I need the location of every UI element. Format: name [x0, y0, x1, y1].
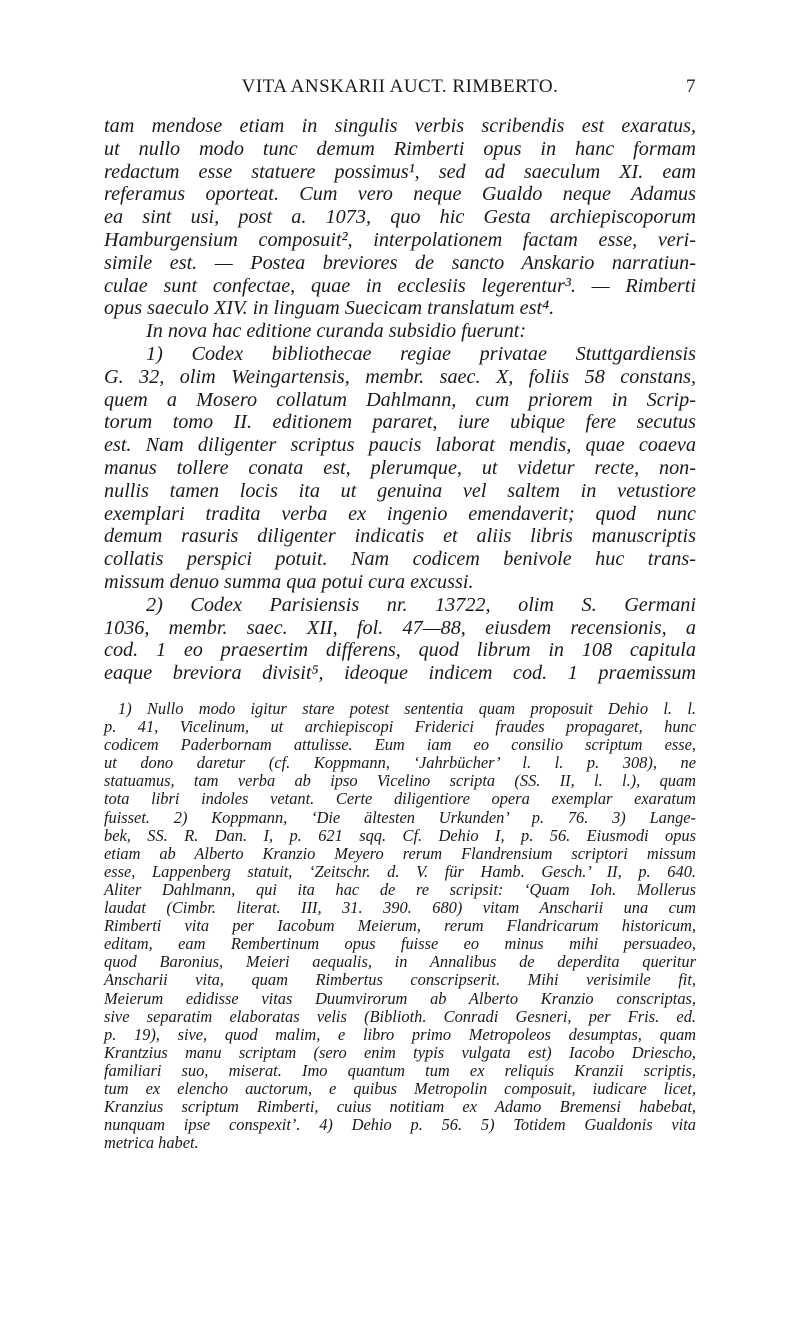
footnote-line: Aliter Dahlmann, qui ita hac de re scripsit: ‘Quam Ioh. Mollerus	[104, 879, 696, 899]
footnote-line: tota libri indoles vetant. Certe diligentiore opera exemplar exaratum	[104, 789, 696, 809]
page-number: 7	[686, 76, 696, 97]
footnote-line: Meierum edidisse vitas Duumvirorum ab Alberto Kranzio conscriptas,	[104, 988, 696, 1008]
text-line: simile est. — Postea breviores de sancto Anskario narratiun-	[104, 251, 696, 274]
text-line: est. Nam diligenter scriptus paucis laborat mendis, quae coaeva	[104, 434, 696, 457]
text-line: nullis tamen locis ita ut genuina vel saltem in vetustiore	[104, 479, 696, 502]
footnote-line: statuamus, tam verba ab ipso Vicelino scripta (SS. II, l. l.), quam	[104, 771, 696, 791]
footnote-line: Anscharii vita, quam Rimbertus conscripserit. Mihi verisimile fit,	[104, 970, 696, 990]
text-line: culae sunt confectae, quae in ecclesiis legerentur³. — Rimberti	[104, 274, 696, 297]
footnotes	[104, 700, 696, 1152]
footnote-line: Kranzius scriptum Rimberti, cuius notitiam ex Adamo Bremensi habebat,	[104, 1097, 696, 1117]
running-title: VITA ANSKARII AUCT. RIMBERTO.	[241, 76, 559, 97]
footnote-line: 1) Nullo modo igitur stare potest sententia quam proposuit Dehio l. l.	[118, 699, 696, 718]
text-line: torum tomo II. editionem pararet, iure ubique fere secutus	[104, 411, 696, 434]
text-line: Hamburgensium composuit², interpolationem factam esse, veri-	[104, 228, 696, 251]
footnote-line: p. 41, Vicelinum, ut archiepiscopi Friderici fraudes propagaret, hunc	[104, 717, 696, 737]
footnote-line: fuisset. 2) Koppmann, ‘Die ältesten Urkunden’ p. 76. 3) Lange-	[104, 807, 696, 827]
footnote-line: laudat (Cimbr. literat. III, 31. 390. 680) vitam Anscharii una cum	[104, 898, 696, 918]
text-line: opus saeculo XIV. in linguam Suecicam translatum est⁴.	[104, 297, 555, 320]
text-line: eaque breviora divisit⁵, ideoque indicem cod. 1 praemissum	[104, 662, 696, 685]
main-text	[104, 115, 696, 685]
text-line: demum rasuris diligenter indicatis et aliis libris manuscriptis	[104, 525, 696, 548]
footnote-line: metrica habet.	[104, 1133, 199, 1153]
footnote-line: ut dono daretur (cf. Koppmann, ‘Jahrbücher’ l. l. p. 308), ne	[104, 753, 696, 773]
text-line: 1036, membr. saec. XII, fol. 47—88, eiusdem recensionis, a	[104, 616, 696, 639]
text-line: 2) Codex Parisiensis nr. 13722, olim S. Germani	[146, 593, 696, 616]
footnote-line: Rimberti vita per Iacobum Meierum, rerum Flandricarum historicum,	[104, 916, 696, 936]
text-line: manus tollere conata est, plerumque, ut videtur recte, non-	[104, 456, 696, 479]
text-line: quem a Mosero collatum Dahlmann, cum priorem in Scrip-	[104, 388, 696, 411]
text-line: redactum esse statuere possimus¹, sed ad saeculum XI. eam	[104, 160, 696, 183]
text-line: exemplari tradita verba ex ingenio emendaverit; quod nunc	[104, 502, 696, 525]
text-line: missum denuo summa qua potui cura excussi.	[104, 570, 474, 593]
footnote-line: p. 19), sive, quod malim, e libro primo Metropoleos desumptas, quam	[104, 1024, 696, 1044]
text-line: collatis perspici potuit. Nam codicem benivole huc trans-	[104, 548, 696, 571]
text-line: tam mendose etiam in singulis verbis scribendis est exaratus,	[104, 115, 696, 137]
footnote-line: editam, eam Rembertinum opus fuisse eo minus mihi persuadeo,	[104, 934, 696, 954]
text-line: ea sint usi, post a. 1073, quo hic Gesta archiepiscoporum	[104, 206, 696, 229]
text-line: ut nullo modo tunc demum Rimberti opus in hanc formam	[104, 137, 696, 160]
text-line: cod. 1 eo praesertim differens, quod librum in 108 capitula	[104, 639, 696, 662]
footnote-line: esse, Lappenberg statuit, ‘Zeitschr. d. V. für Hamb. Gesch.’ II, p. 640.	[104, 861, 696, 881]
text-line: referamus oporteat. Cum vero neque Gualdo neque Adamus	[104, 183, 696, 206]
footnote-line: bek, SS. R. Dan. I, p. 621 sqq. Cf. Dehio I, p. 56. Eiusmodi opus	[104, 825, 696, 845]
footnote-line: tum ex elencho auctorum, e quibus Metropolin composuit, iudicare licet,	[104, 1078, 696, 1098]
text-line: 1) Codex bibliothecae regiae privatae Stuttgardiensis	[146, 342, 696, 365]
footnote-line: familiari suo, miserat. Imo quantum tum ex reliquis Kranzii scriptis,	[104, 1060, 696, 1080]
text-line: In nova hac editione curanda subsidio fuerunt:	[146, 320, 527, 343]
text-line: G. 32, olim Weingartensis, membr. saec. X, foliis 58 constans,	[104, 365, 696, 388]
footnote-line: codicem Paderbornam attulisse. Eum iam eo consilio scriptum esse,	[104, 735, 696, 755]
footnote-line: Krantzius manu scriptam (sero enim typis vulgata est) Iacobo Drieschο,	[104, 1042, 696, 1062]
footnote-line: quod Baronius, Meieri aequalis, in Annalibus de deperdita queritur	[104, 952, 696, 972]
footnote-line: sive separatim elaboratas velis (Biblioth. Conradi Gesneri, per Fris. ed.	[104, 1006, 696, 1026]
footnote-line: etiam ab Alberto Kranzio Meyero rerum Flandrensium scriptori missum	[104, 843, 696, 863]
running-head	[104, 76, 696, 102]
footnote-line: nunquam ipse conspexit’. 4) Dehio p. 56. 5) Totidem Gualdonis vita	[104, 1115, 696, 1135]
